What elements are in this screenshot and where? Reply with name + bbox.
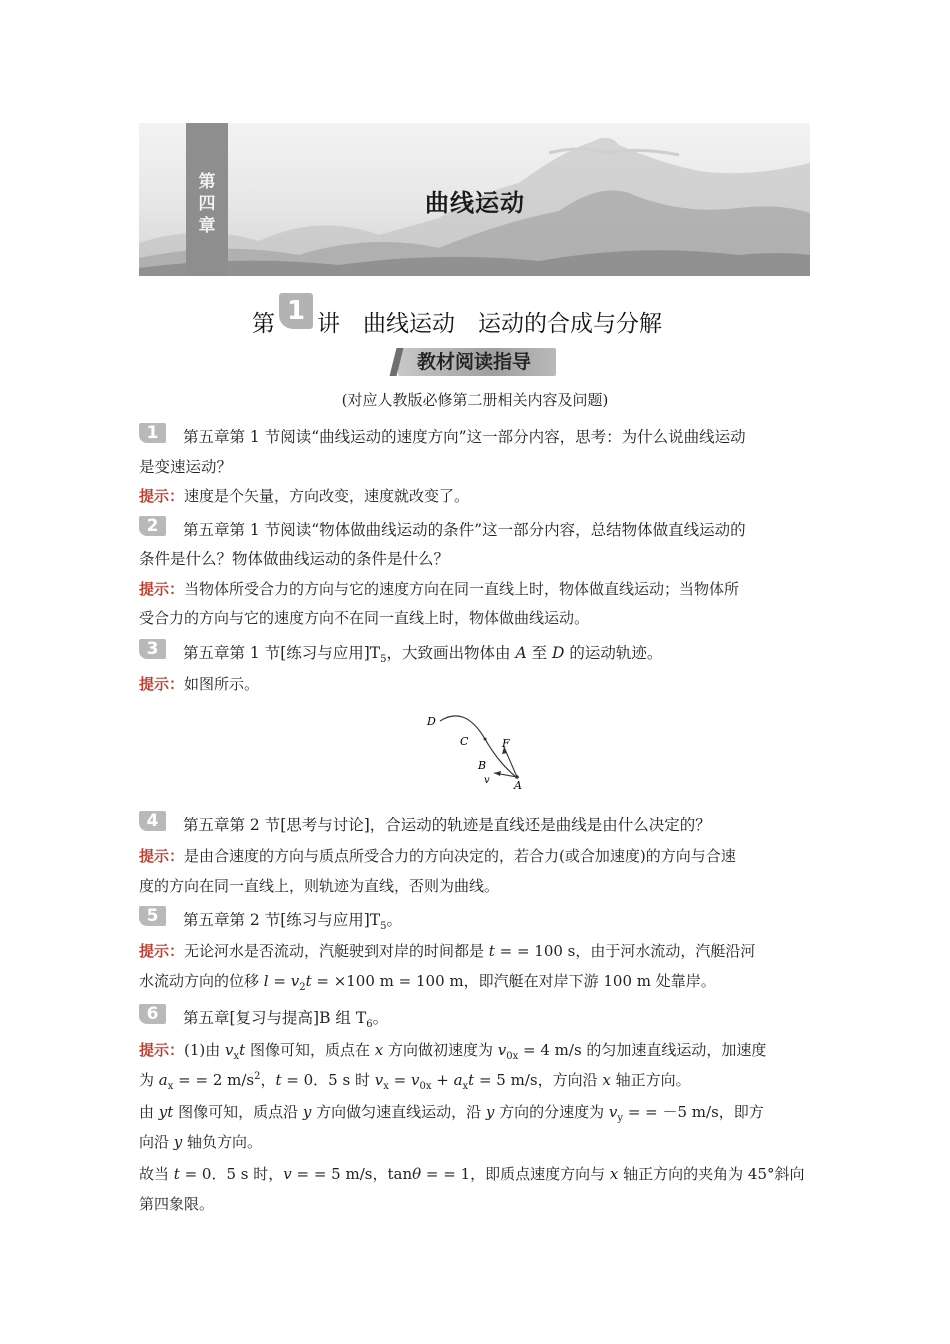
math-var: θ (412, 1165, 422, 1183)
text-run: = 0．5 s 时 (281, 1071, 375, 1089)
chapter-banner (139, 123, 810, 276)
math-var: v (290, 972, 300, 990)
label-f: F (502, 737, 510, 750)
lecture-prefix: 第 (252, 311, 275, 337)
answer-text (184, 942, 755, 960)
text-run: 故当 (139, 1165, 174, 1183)
question-text (139, 1007, 811, 1029)
guide-label: 教材阅读指导 (416, 351, 531, 373)
text-run: 向沿 (139, 1133, 174, 1151)
math-var: x (602, 1071, 611, 1089)
answer (139, 485, 811, 507)
text-run: 轴正方向。 (610, 1071, 691, 1089)
math-var: yt (158, 1103, 174, 1121)
text-run: = ×100 m = 100 m，即汽艇在对岸下游 100 m 处靠岸。 (311, 972, 716, 990)
text-run: 图像可知，质点在 (245, 1041, 375, 1059)
math-var: v (374, 1071, 384, 1089)
math-var: v (608, 1103, 618, 1121)
text-run: 第五章[复习与提高]B 组 T (183, 1009, 367, 1027)
answer (139, 673, 811, 695)
answer-text: 第四象限。 (139, 1195, 215, 1213)
hint-label: 提示： (139, 1041, 185, 1059)
question-number-badge: 4 (139, 811, 166, 831)
math-var: x (374, 1041, 384, 1059)
text-run: = (173, 1071, 196, 1089)
text-run: = (421, 1165, 444, 1183)
hint-label: 提示： (139, 942, 185, 960)
question-text (139, 642, 811, 664)
label-b: B (478, 759, 487, 772)
text-run: 的运动轨迹。 (564, 644, 663, 662)
hint-label: 提示： (139, 675, 185, 693)
lecture-number-badge: 1 (279, 293, 313, 329)
superscript: 2 (254, 1071, 261, 1082)
text-run: 无论河水是否流动，汽艇驶到对岸的时间都是 (184, 942, 489, 960)
answer (139, 845, 811, 867)
text-run: 方向做匀速直线运动，沿 (311, 1103, 486, 1121)
label-c: C (460, 735, 469, 748)
question-text: 第五章第 1 节阅读“曲线运动的速度方向”这一部分内容，思考：为什么说曲线运动 (183, 428, 746, 446)
subscript: x (233, 1051, 240, 1062)
math-var: y (302, 1103, 312, 1121)
question-text: 是变速运动？ (139, 458, 233, 476)
text-run: = (494, 942, 517, 960)
math-var: t (488, 942, 495, 960)
text-run: = (268, 972, 291, 990)
label-d: D (427, 715, 436, 728)
math-var: v (497, 1041, 507, 1059)
text-run: = (388, 1071, 411, 1089)
subscript: 2 (299, 982, 306, 993)
question-number-badge: 3 (139, 639, 166, 659)
text-run: 方向的分速度为 (494, 1103, 609, 1121)
text-run: 轴正方向的夹角为 45°斜向 (618, 1165, 805, 1183)
answer-text (139, 1101, 811, 1123)
question-text: 第五章第 1 节阅读“物体做曲线运动的条件”这一部分内容，总结物体做直线运动的 (183, 521, 746, 539)
subscript: x (383, 1081, 389, 1092)
answer-text: 是由合速度的方向与质点所受合力的方向决定的，若合力(或合加速度)的方向与合速 (184, 847, 736, 865)
chapter-char: 章 (198, 216, 216, 236)
text-run: = 2 m/s (195, 1071, 255, 1089)
subnote: (对应人教版必修第二册相关内容及问题) (341, 391, 609, 409)
math-var: t (305, 972, 312, 990)
text-run: (1)由 (184, 1041, 226, 1059)
chapter-title: 曲线运动 (425, 189, 525, 217)
text-run: 第五章第 2 节[练习与应用]T (183, 911, 381, 929)
text-run: 由 (139, 1103, 159, 1121)
hint-label: 提示： (139, 580, 185, 598)
math-var: t (468, 1071, 475, 1089)
text-run: = 1，即质点速度方向与 (443, 1165, 610, 1183)
text-run: 至 (526, 644, 553, 662)
text-run: 。 (386, 911, 403, 929)
text-run: = 100 s，由于河水流动，汽艇沿河 (516, 942, 756, 960)
text-run: 。 (372, 1009, 389, 1027)
answer (139, 578, 811, 600)
text-run: 图像可知，质点沿 (173, 1103, 303, 1121)
subscript: y (617, 1113, 624, 1124)
text-run: 水流动方向的位移 (139, 972, 264, 990)
math-var: t (173, 1165, 180, 1183)
point-label: A (515, 644, 527, 662)
answer-text (139, 1069, 811, 1091)
math-var: v (225, 1041, 234, 1059)
trajectory-figure (420, 707, 530, 793)
math-var: y (173, 1133, 183, 1151)
text-run: 方向做初速度为 (383, 1041, 498, 1059)
math-var: a (453, 1071, 463, 1089)
point-label: D (552, 644, 565, 662)
answer-text: 当物体所受合力的方向与它的速度方向在同一直线上时，物体做直线运动；当物体所 (184, 580, 740, 598)
text-run: + (431, 1071, 454, 1089)
text-run: = 5 m/s，方向沿 (474, 1071, 603, 1089)
question-text (139, 909, 811, 931)
answer (139, 940, 811, 962)
math-var: v (410, 1071, 420, 1089)
question-text: 第五章第 2 节[思考与讨论]，合运动的轨迹是直线还是曲线是由什么决定的？ (183, 816, 711, 834)
question-number-badge: 2 (139, 516, 166, 536)
math-var: t (275, 1071, 282, 1089)
answer-text: 受合力的方向与它的速度方向不在同一直线上时，物体做曲线运动。 (139, 609, 590, 627)
answer-text (139, 1163, 811, 1185)
text-run: = (623, 1103, 646, 1121)
text-run: ，大致画出物体由 (386, 644, 516, 662)
subscript: 0x (506, 1051, 519, 1062)
text-run: = 0．5 s 时， (179, 1165, 284, 1183)
velocity-arrowhead (494, 771, 501, 776)
subscript: x (462, 1081, 469, 1092)
text-run: 轴负方向。 (182, 1133, 263, 1151)
lecture-title-text: 讲 曲线运动 运动的合成与分解 (317, 311, 662, 337)
question-number-badge: 1 (139, 423, 166, 443)
text-run: = 5 m/s，tan (313, 1165, 413, 1183)
text-run: = 4 m/s 的匀加速直线运动，加速度 (518, 1041, 767, 1059)
text-run: 为 (139, 1071, 159, 1089)
answer (139, 1039, 811, 1061)
math-var: a (158, 1071, 168, 1089)
question-text: 条件是什么？物体做曲线运动的条件是什么？ (139, 550, 450, 568)
guide-heading (393, 346, 555, 376)
subscript: 6 (366, 1019, 373, 1031)
math-var: y (485, 1103, 495, 1121)
chapter-char: 四 (198, 194, 216, 214)
text-run: ， (260, 1071, 276, 1089)
subscript: 5 (380, 654, 387, 666)
label-v: v (484, 775, 490, 786)
answer-text: 如图所示。 (184, 675, 260, 693)
chapter-tab (186, 123, 228, 276)
point-c (484, 738, 487, 741)
math-var: t (239, 1041, 246, 1059)
answer-text (139, 970, 811, 992)
hint-label: 提示： (139, 847, 185, 865)
lecture-title (0, 293, 950, 343)
answer-text: 速度是个矢量，方向改变，速度就改变了。 (184, 487, 470, 505)
subscript: 0x (419, 1081, 432, 1092)
math-var: v (283, 1165, 292, 1183)
text-run: = －5 m/s，即方 (645, 1103, 764, 1121)
label-a: A (514, 779, 522, 792)
text-run: 第五章第 1 节[练习与应用]T (183, 644, 381, 662)
answer-text (139, 1131, 811, 1153)
chapter-char: 第 (198, 172, 216, 192)
hint-label: 提示： (139, 487, 185, 505)
math-var: l (263, 972, 269, 990)
math-var: x (609, 1165, 619, 1183)
answer-text (184, 1041, 767, 1062)
answer-text: 度的方向在同一直线上，则轨迹为直线，否则为曲线。 (139, 877, 500, 895)
subscript: x (167, 1081, 174, 1092)
subscript: 5 (380, 921, 387, 933)
question-number-badge: 6 (139, 1004, 166, 1024)
question-number-badge: 5 (139, 906, 166, 926)
text-run: = (291, 1165, 314, 1183)
